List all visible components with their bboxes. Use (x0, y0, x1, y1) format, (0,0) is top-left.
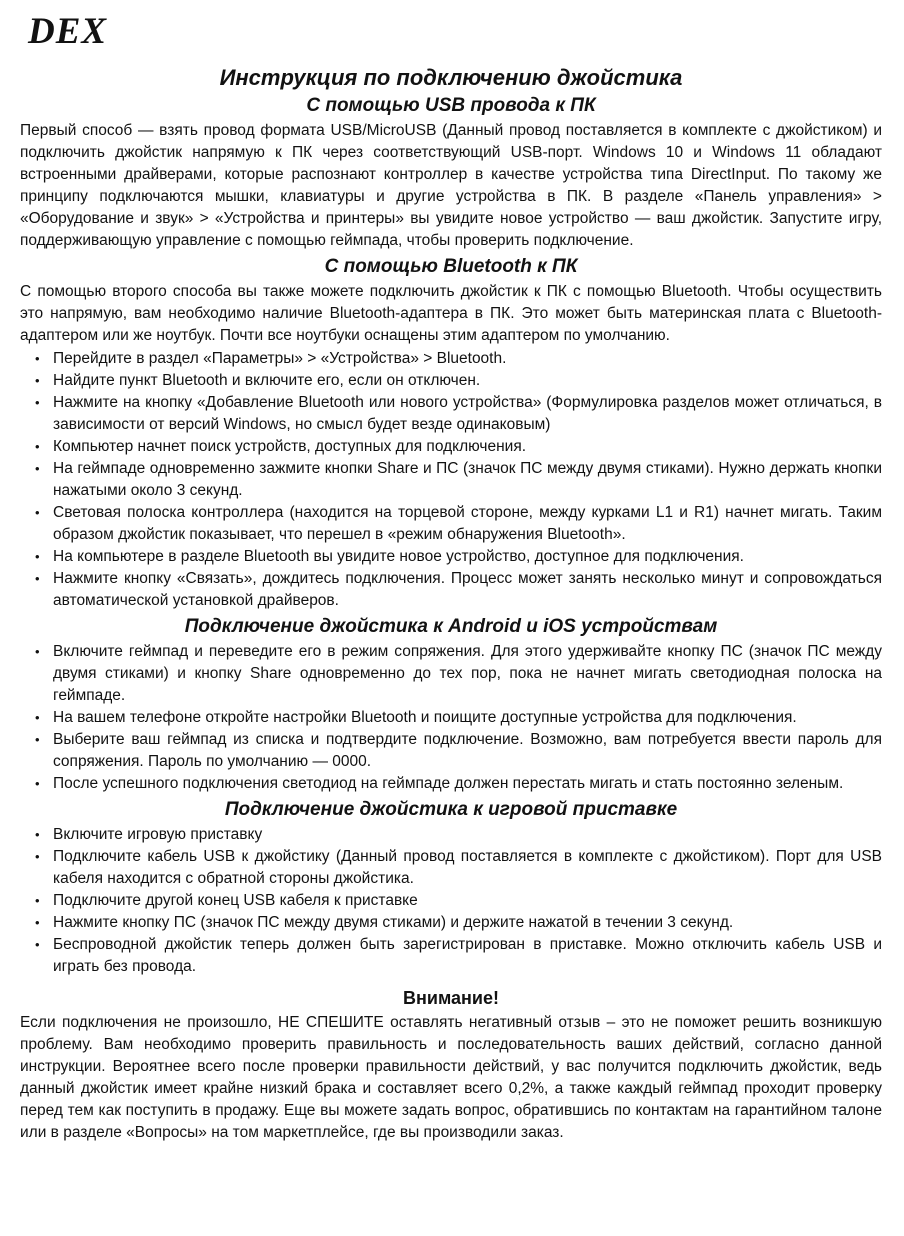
list-item (20, 348, 882, 370)
list-item-text: Беспроводной джойстик теперь должен быть зарегистрирован в приставке. Можно отключить кабель USB и играть без провода. (53, 936, 882, 975)
list-item (20, 568, 882, 612)
bullet-icon: • (35, 893, 40, 908)
bullet-icon: • (35, 710, 40, 725)
section-heading-usb-pc: С помощью USB провода к ПК (306, 95, 596, 116)
list-item-text: Включите игровую приставку (53, 826, 263, 843)
bullet-icon: • (35, 549, 40, 564)
page-title: Инструкция по подключению джойстика (219, 65, 683, 90)
bullet-icon: • (35, 461, 40, 476)
section-heading-bluetooth-pc: С помощью Bluetooth к ПК (324, 256, 578, 277)
list-item (20, 502, 882, 546)
bullet-icon: • (35, 351, 40, 366)
list-item-text: Нажмите кнопку «Связать», дождитесь подключения. Процесс может занять несколько минут и сопровождаться автоматической установкой драйверов. (53, 570, 882, 609)
list-item-text: На компьютере в разделе Bluetooth вы увидите новое устройство, доступное для подключения. (53, 548, 744, 565)
list-item-text: Нажмите кнопку ПС (значок ПС между двумя стиками) и держите нажатой в течении 3 секунд. (53, 914, 734, 931)
list-item (20, 641, 882, 707)
section-heading-console: Подключение джойстика к игровой приставке (224, 799, 678, 820)
list-item-text: Найдите пункт Bluetooth и включите его, если он отключен. (53, 372, 481, 389)
list-item (20, 707, 882, 729)
list-item-text: Компьютер начнет поиск устройств, доступных для подключения. (53, 438, 527, 455)
list-item (20, 773, 882, 795)
list-item (20, 912, 882, 934)
list-item (20, 436, 882, 458)
bullet-icon: • (35, 827, 40, 842)
section-heading-android-ios: Подключение джойстика к Android и iOS устройствам (184, 616, 718, 637)
android-ios-steps (20, 641, 882, 795)
bluetooth-pc-steps (20, 348, 882, 612)
bullet-icon: • (35, 937, 40, 952)
list-item (20, 729, 882, 773)
list-item (20, 824, 882, 846)
paragraph-warning: Если подключения не произошло, НЕ СПЕШИТЕ оставлять негативный отзыв – это не поможет решить возникшую проблему. Вам необходимо проверить правильность и последовательность ваших действий, согласно данной инструкции. Вероятнее всего после проверки правильности действий, у вас получится подключить джойстик, ведь данный джойстик имеет крайне низкий брака и составляет всего 0,2%, а также каждый геймпад проходит проверку перед тем как поступить в продажу. Еще вы можете задать вопрос, обратившись по контактам на гарантийном талоне или в разделе «Вопросы» на том маркетплейсе, где вы производили заказ. (20, 1014, 882, 1141)
list-item (20, 370, 882, 392)
list-item-text: Нажмите на кнопку «Добавление Bluetooth или нового устройства» (Формулировка разделов может отличаться, в зависимости от версий Windows, но смысл будет везде одинаковым) (53, 394, 882, 433)
console-steps (20, 824, 882, 978)
brand-logo: DEX (28, 11, 108, 52)
list-item (20, 392, 882, 436)
bullet-icon: • (35, 395, 40, 410)
list-item-text: Выберите ваш геймпад из списка и подтвердите подключение. Возможно, вам потребуется ввести пароль для сопряжения. Пароль по умолчанию — 0000. (53, 731, 882, 770)
list-item-text: На вашем телефоне откройте настройки Bluetooth и поищите доступные устройства для подключения. (53, 709, 797, 726)
bullet-icon: • (35, 373, 40, 388)
bullet-icon: • (35, 732, 40, 747)
list-item-text: Световая полоска контроллера (находится на торцевой стороне, между курками L1 и R1) начнет мигать. Таким образом джойстик показывает, что перешел в «режим обнаружения Bluetooth». (53, 504, 882, 543)
paragraph-usb-pc: Первый способ — взять провод формата USB/MicroUSB (Данный провод поставляется в комплекте с джойстиком) и подключить джойстик напрямую к ПК через соответствующий USB-порт. Windows 10 и Windows 11 обладают встроенными драйверами, которые распознают контроллер в качестве устройства типа DirectInput. По такому же принципу подключаются мышки, клавиатуры и другие устройства в ПК. В разделе «Панель управления» > «Оборудование и звук» > «Устройства и принтеры» вы увидите новое устройство — ваш джойстик. Запустите игру, поддерживающую управление с помощью геймпада, чтобы проверить подключение. (20, 122, 882, 249)
list-item-text: Включите геймпад и переведите его в режим сопряжения. Для этого удерживайте кнопку ПС (значок ПС между двумя стиками) и кнопку Share одновременно до тех пор, пока не начнет мигать светодиодная полоска на геймпаде. (53, 643, 882, 704)
list-item (20, 546, 882, 568)
bullet-icon: • (35, 505, 40, 520)
list-item-text: На геймпаде одновременно зажмите кнопки Share и ПС (значок ПС между двумя стиками). Нужно держать кнопки нажатыми около 3 секунд. (53, 460, 882, 499)
list-item-text: Подключите другой конец USB кабеля к приставке (53, 892, 418, 909)
bullet-icon: • (35, 776, 40, 791)
list-item (20, 458, 882, 502)
list-item-text: Перейдите в раздел «Параметры» > «Устройства» > Bluetooth. (53, 350, 507, 367)
list-item (20, 934, 882, 978)
list-item-text: Подключите кабель USB к джойстику (Данный провод поставляется в комплекте с джойстиком). Порт для USB кабеля находится с обратной стороны джойстика. (53, 848, 882, 887)
bullet-icon: • (35, 849, 40, 864)
bullet-icon: • (35, 915, 40, 930)
list-item-text: После успешного подключения светодиод на геймпаде должен перестать мигать и стать постоянно зеленым. (53, 775, 844, 792)
section-heading-warning: Внимание! (403, 988, 499, 1008)
bullet-icon: • (35, 644, 40, 659)
bullet-icon: • (35, 571, 40, 586)
list-item (20, 846, 882, 890)
paragraph-bluetooth-pc: С помощью второго способа вы также можете подключить джойстик к ПК с помощью Bluetooth. Чтобы осуществить это напрямую, вам необходимо наличие Bluetooth-адаптера в ПК. Это может быть материнская плата с Bluetooth-адаптером или же ноутбук. Почти все ноутбуки оснащены этим адаптером по умолчанию. (20, 283, 882, 344)
list-item (20, 890, 882, 912)
bullet-icon: • (35, 439, 40, 454)
